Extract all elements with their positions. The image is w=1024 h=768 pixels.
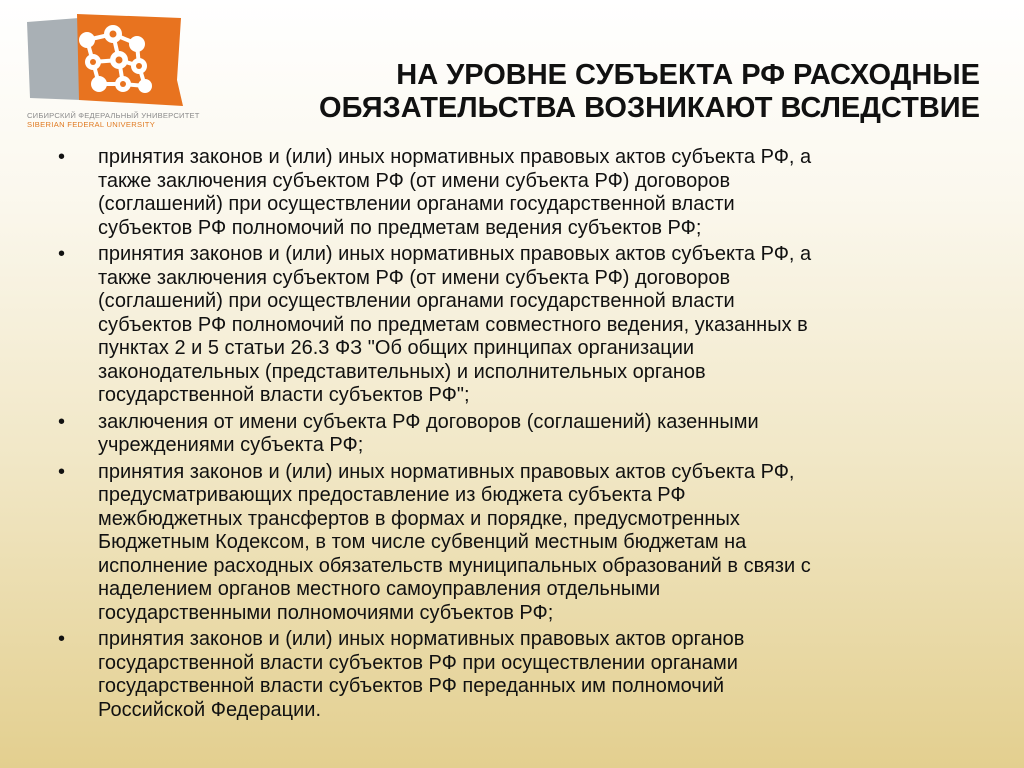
bullet-item — [58, 243, 978, 408]
logo-emblem-icon — [27, 14, 185, 110]
slide-title — [180, 59, 980, 125]
logo-name-en: SIBERIAN FEDERAL UNIVERSITY — [27, 120, 156, 129]
bullet-text: принятия законов и (или) иных нормативных правовых актов субъекта РФ, предусматривающих предоставление из бюджета субъекта РФ межбюджетных трансфертов в формах и порядке, предусмотренных Бюджетным Кодексом, в том числе субвенций местным бюджетам на исполнение расходных обязательств муниципальных образований в связи с наделением органов местного самоуправления отдельными государственными полномочиями субъектов РФ; — [98, 460, 811, 624]
bullet-marker-icon: • — [58, 146, 66, 168]
bullet-marker-icon: • — [58, 410, 66, 433]
bullet-marker-icon: • — [58, 243, 66, 265]
bullet-text: заключения от имени субъекта РФ договоров (соглашений) казенными учреждениями субъекта РФ; — [98, 410, 759, 456]
bullet-text: принятия законов и (или) иных нормативных правовых актов субъекта РФ, а также заключения субъектом РФ (от имени субъекта РФ) договоров (соглашений) при осуществлении органами государственной власти субъектов РФ полномочий по предметам ведения субъектов РФ; — [98, 146, 812, 239]
bullet-text: принятия законов и (или) иных нормативных правовых актов субъекта РФ, а также заключения субъектом РФ (от имени субъекта РФ) договоров (соглашений) при осуществлении органами государственной власти субъектов РФ полномочий по предметам совместного ведения, указанных в пунктах 2 и 5 статьи 26.3 ФЗ "Об общих принципах организации законодательных (представительных) и исполнительных органов государственной власти субъектов РФ"; — [98, 243, 812, 406]
bullet-item — [58, 628, 978, 722]
bullet-item — [58, 411, 978, 458]
bullet-list — [58, 146, 978, 725]
bullet-item — [58, 146, 978, 240]
bullet-marker-icon: • — [58, 628, 66, 650]
slide-title-line-1: НА УРОВНЕ СУБЪЕКТА РФ РАСХОДНЫЕ — [396, 59, 980, 91]
bullet-item — [58, 461, 978, 626]
logo-name-ru: СИБИРСКИЙ ФЕДЕРАЛЬНЫЙ УНИВЕРСИТЕТ — [27, 111, 200, 120]
university-logo — [27, 14, 200, 130]
slide-title-line-2: ОБЯЗАТЕЛЬСТВА ВОЗНИКАЮТ ВСЛЕДСТВИЕ — [319, 92, 980, 124]
bullet-text: принятия законов и (или) иных нормативных правовых актов органов государственной власти субъектов РФ при осуществлении органами государственной власти субъектов РФ переданных им полномочий Российской Федерации. — [98, 628, 745, 721]
bullet-marker-icon: • — [58, 460, 66, 483]
